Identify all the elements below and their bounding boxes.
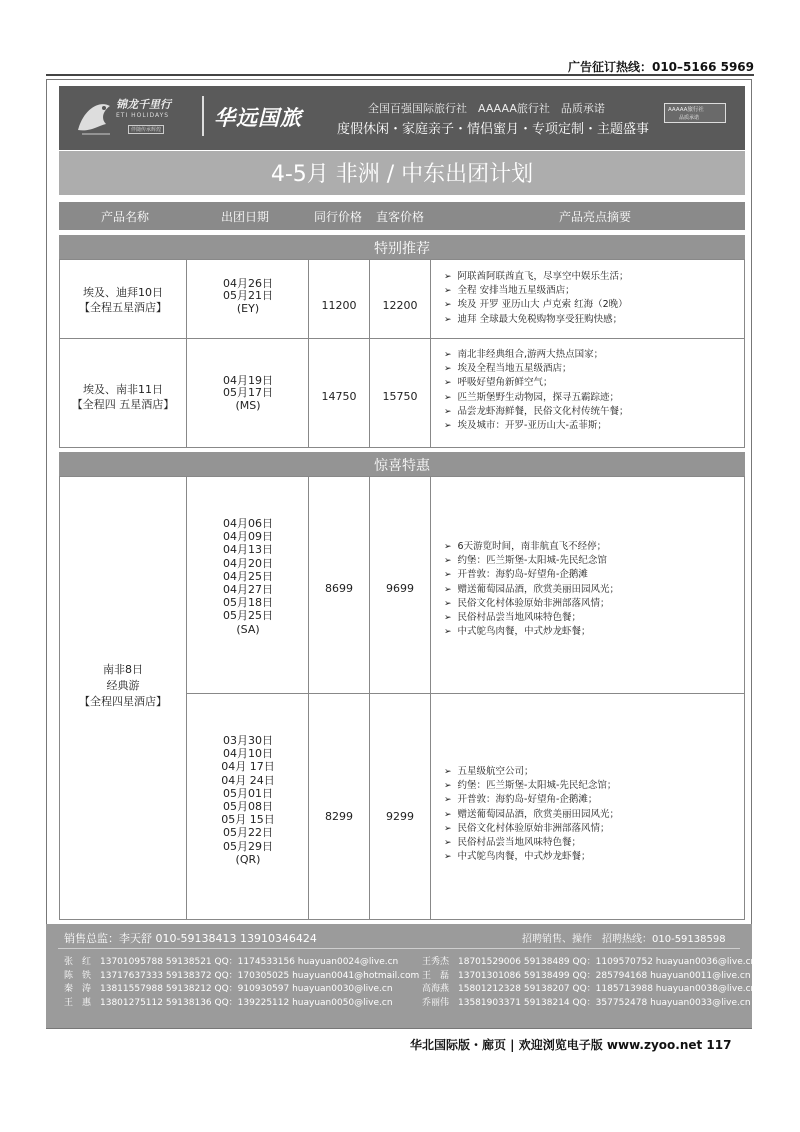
col-rule (369, 476, 370, 919)
date-item: (MS) (235, 398, 261, 412)
row-rule (59, 447, 745, 448)
contact-line: 王 惠 13801275112 59138136 QQ：139225112 huayuan0050@live.cn (64, 997, 393, 1008)
product-name-line: 【全程五星酒店】 (79, 301, 167, 314)
date-item: 05月29日 (223, 839, 273, 853)
product-name (62, 662, 184, 710)
highlight-item: ➢ 赠送葡萄园品酒，欣赏美丽田园风光； (444, 808, 740, 822)
highlight-item: ➢ 埃及 开罗 亚历山大 卢克索 红海（2晚） (444, 298, 740, 312)
col-rule (744, 476, 745, 919)
highlight-item: ➢ 民俗村品尝当地风味特色餐； (444, 611, 740, 625)
direct-price: 12200 (382, 299, 418, 312)
date-item: 04月19日 (223, 374, 273, 387)
footer-divider (58, 948, 740, 949)
slogan-line-2: 度假休闲・家庭亲子・情侣蜜月・专项定制・主题盛事 (337, 122, 650, 137)
date-item: 05月25日 (223, 609, 273, 623)
contacts-left (64, 956, 419, 1010)
page-title: 4-5月 非洲 / 中东出团计划 (270, 162, 534, 187)
date-item: 04月13日 (223, 543, 273, 557)
highlight-item: ➢ 全程 安排当地五星级酒店； (444, 284, 740, 298)
contact-line: 秦 涛 13811557988 59138212 QQ：910930597 huayuan0030@live.cn (64, 984, 393, 994)
highlight-item: ➢ 埃及全程当地五星级酒店； (444, 362, 740, 376)
highlights-list (444, 540, 740, 639)
col-rule (308, 476, 309, 919)
col-rule (186, 259, 187, 447)
highlight-item: ➢ 匹兰斯堡野生动物园，探寻五霸踪迹； (444, 391, 740, 405)
row-rule (59, 476, 745, 477)
highlight-item: ➢ 约堡：匹兰斯堡-太阳城-先民纪念馆； (444, 779, 740, 793)
highlight-item: ➢ 赠送葡萄园品酒，欣赏美丽田园风光； (444, 583, 740, 597)
badge-line-2: 品质承诺 (679, 115, 700, 121)
trade-price: 14750 (321, 390, 357, 403)
row-rule (59, 338, 745, 339)
section-title-recommend: 特别推荐 (374, 241, 430, 257)
date-item: 05月08日 (223, 800, 273, 814)
badge-line-1: AAAAA旅行社 (668, 107, 704, 113)
date-item: 04月27日 (223, 583, 273, 597)
date-item: 04月 24日 (221, 773, 275, 787)
highlight-item: ➢ 6天游览时间，南非航直飞不经停； (444, 540, 740, 554)
contact-line: 王秀杰 18701529006 59138489 QQ：1109570752 huayuan0036@live.cn (422, 957, 757, 967)
date-item: 04月25日 (223, 569, 273, 583)
product-name-line: 【全程四 五星酒店】 (71, 398, 175, 411)
logo-subtitle: ETI HOLIDAYS (116, 112, 170, 119)
contact-line: 高海燕 15801212328 59138207 QQ：1185713988 huayuan0038@live.cn (422, 984, 757, 994)
col-rule (59, 259, 60, 447)
product-name-line: 埃及、南非11日 (83, 383, 163, 396)
date-item: 04月26日 (223, 277, 273, 290)
highlight-item: ➢ 埃及城市：开罗-亚历山大-孟菲斯； (444, 419, 740, 433)
row-rule (59, 259, 745, 260)
col-rule (308, 259, 309, 447)
highlight-item: ➢ 民俗村品尝当地风味特色餐； (444, 836, 740, 850)
date-item: 05月22日 (223, 826, 273, 840)
highlight-item: ➢ 南北非经典组合,游两大热点国家； (444, 348, 740, 362)
highlight-item: ➢ 开普敦：海豹岛-好望角-企鹅滩； (444, 793, 740, 807)
col-header-date: 出团日期 (220, 210, 269, 224)
date-item: (EY) (236, 301, 260, 315)
highlight-item: ➢ 民俗文化村体验原始非洲部落风情； (444, 822, 740, 836)
departure-dates (190, 734, 306, 866)
departure-dates (190, 375, 306, 412)
logo-text: 锦龙千里行 (116, 98, 171, 111)
highlight-item: ➢ 迪拜 全球最大免税购物享受狂购快感； (444, 313, 740, 327)
date-item: 05月01日 (223, 786, 273, 800)
contacts-right (422, 956, 756, 1010)
row-rule (59, 919, 745, 920)
recruit-hotline: 招聘销售、操作 招聘热线：010-59138598 (522, 934, 726, 945)
date-item: 05月 15日 (221, 813, 275, 827)
col-rule (430, 259, 431, 447)
highlight-item: ➢ 品尝龙虾海鲜餐，民俗文化村传统午餐； (444, 405, 740, 419)
product-name-line: 埃及、迪拜10日 (83, 286, 163, 299)
trade-price: 8299 (325, 810, 353, 823)
col-rule (430, 476, 431, 919)
highlight-item: ➢ 中式鸵鸟肉餐，中式炒龙虾餐； (444, 625, 740, 639)
product-name-line: 【全程四星酒店】 (79, 695, 167, 708)
highlight-item: ➢ 呼吸好望角新鲜空气； (444, 376, 740, 390)
highlights-list (444, 765, 740, 864)
page-footer-line: 华北国际版・廊页 | 欢迎浏览电子版 www.zyoo.net 117 (410, 1038, 732, 1052)
highlights-list (444, 270, 740, 327)
brand-name: 华远国旅 (214, 106, 302, 130)
date-item: (QR) (235, 852, 261, 866)
quality-badge (664, 103, 726, 123)
highlight-item: ➢ 五星级航空公司； (444, 765, 740, 779)
col-header-direct-price: 直客价格 (375, 210, 424, 224)
highlight-item: ➢ 民俗文化村体验原始非洲部落风情； (444, 597, 740, 611)
section-title-special: 惊喜特惠 (374, 458, 430, 474)
contact-line: 陈 铁 13717637333 59138372 QQ：170305025 huayuan0041@hotmail.com (64, 970, 420, 981)
slogan-line-1: 全国百强国际旅行社 AAAAA旅行社 品质承诺 (368, 102, 605, 115)
logo-tagline: 伴随传承辉煌 (128, 125, 164, 134)
col-header-highlights: 产品亮点摘要 (558, 210, 631, 224)
contact-line: 乔丽伟 13581903371 59138214 QQ：357752478 huayuan0033@live.cn (422, 997, 751, 1008)
product-name-line: 南非8日 (103, 663, 143, 676)
col-rule (744, 259, 745, 447)
trade-price: 8699 (325, 582, 353, 595)
date-item: 04月20日 (223, 556, 273, 570)
col-rule (186, 476, 187, 919)
product-name (62, 382, 184, 412)
date-item: 05月21日 (223, 289, 273, 303)
product-name (62, 285, 184, 315)
top-rule (46, 74, 754, 76)
direct-price: 15750 (382, 390, 418, 403)
date-item: 05月18日 (223, 596, 273, 610)
highlight-item: ➢ 约堡：匹兰斯堡-太阳城-先民纪念馆 (444, 554, 740, 568)
departure-dates (190, 278, 306, 315)
contact-line: 张 红 13701095788 59138521 QQ：1174533156 huayuan0024@live.cn (64, 957, 399, 967)
col-header-trade-price: 同行价格 (313, 210, 362, 224)
date-item: 03月30日 (223, 734, 273, 747)
highlights-list (444, 348, 740, 433)
col-rule (59, 476, 60, 919)
direct-price: 9699 (386, 582, 414, 595)
highlight-item: ➢ 开普敦：海豹岛-好望角-企鹅滩 (444, 568, 740, 582)
product-name-line: 经典游 (106, 679, 140, 692)
col-rule (369, 259, 370, 447)
date-item: (SA) (236, 622, 260, 636)
sales-director: 销售总监：李天舒 010-59138413 13910346424 (64, 932, 317, 945)
date-item: 04月06日 (223, 517, 273, 530)
highlight-item: ➢ 中式鸵鸟肉餐，中式炒龙虾餐； (444, 850, 740, 864)
trade-price: 11200 (321, 299, 357, 312)
ad-hotline: 广告征订热线：010–5166 5969 (567, 60, 754, 74)
date-item: 04月 17日 (221, 760, 275, 774)
col-header-name: 产品名称 (100, 210, 149, 224)
departure-dates (190, 517, 306, 636)
date-item: 04月09日 (223, 530, 273, 544)
contact-line: 王 磊 13701301086 59138499 QQ：285794168 huayuan0011@live.cn (422, 970, 751, 981)
logo-divider (202, 96, 204, 136)
highlight-item: ➢ 阿联酋阿联酋直飞，尽享空中娱乐生活； (444, 270, 740, 284)
row-rule (186, 693, 744, 694)
direct-price: 9299 (386, 810, 414, 823)
date-item: 05月17日 (223, 386, 273, 400)
date-item: 04月10日 (223, 747, 273, 761)
